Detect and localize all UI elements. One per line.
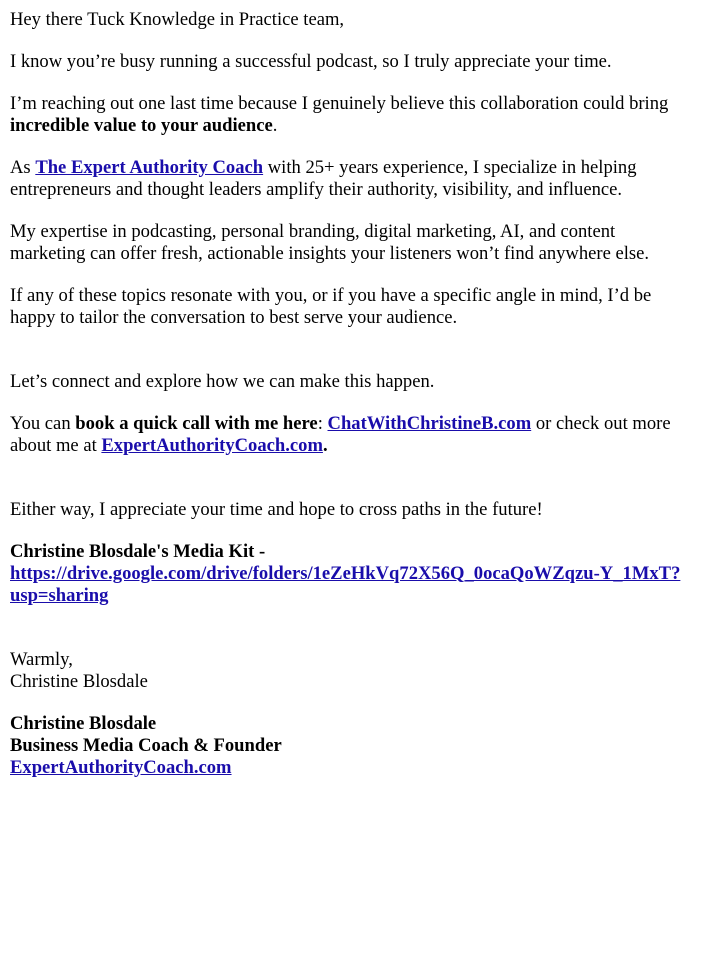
signature <box>10 713 690 779</box>
intro-line-2: entrepreneurs and thought leaders amplify their authority, visibility, and influence. <box>10 179 623 200</box>
signature-title-text: Business Media Coach & Founder <box>10 735 282 756</box>
media-kit-label <box>10 541 690 563</box>
paragraph-expertise <box>10 221 690 265</box>
signature-website-link[interactable]: ExpertAuthorityCoach.com <box>10 757 232 778</box>
intro-rest: with 25+ years experience, I specialize in helping <box>263 157 637 178</box>
reaching-out-line-2 <box>10 115 690 137</box>
topics-line-1: If any of these topics resonate with you, or if you have a specific angle in mind, I’d be <box>10 285 652 306</box>
greeting: Hey there Tuck Knowledge in Practice team, <box>10 9 345 30</box>
value-emphasis: incredible value to your audience <box>10 115 273 136</box>
you-can-text: You can <box>10 413 76 434</box>
media-kit-link-line-1: https://drive.google.com/drive/folders/1eZeHkVq72X56Q_0ocaQoWZqzu-Y_1MxT? <box>10 563 681 584</box>
paragraph-appreciation: I know you’re busy running a successful podcast, so I truly appreciate your time. <box>10 51 612 72</box>
paragraph-connect: Let’s connect and explore how we can make this happen. <box>10 371 435 392</box>
expert-authority-coach-site-link[interactable]: ExpertAuthorityCoach.com <box>101 435 323 456</box>
colon: : <box>317 413 328 434</box>
media-kit-link[interactable] <box>10 563 690 607</box>
reaching-out-line-1: I’m reaching out one last time because I genuinely believe this collaboration could bring <box>10 93 669 114</box>
call-rest: or check out more <box>531 413 671 434</box>
paragraph-intro <box>10 157 690 201</box>
paragraph-call <box>10 413 690 457</box>
topics-line-2: happy to tailor the conversation to best serve your audience. <box>10 307 458 328</box>
as-text: As <box>10 157 36 178</box>
signature-link-wrapper <box>10 757 690 779</box>
media-kit-block <box>10 541 690 607</box>
media-kit-link-wrapper <box>10 563 690 607</box>
closing-name: Christine Blosdale <box>10 671 148 692</box>
call-line-1 <box>10 413 690 435</box>
closing-block <box>10 649 690 693</box>
paragraph-closing-thoughts: Either way, I appreciate your time and hope to cross paths in the future! <box>10 499 543 520</box>
chat-with-christine-link[interactable]: ChatWithChristineB.com <box>327 413 532 434</box>
paragraph-topics <box>10 285 690 329</box>
signature-title <box>10 735 690 757</box>
signature-name-text: Christine Blosdale <box>10 713 157 734</box>
paragraph-reaching-out <box>10 93 690 137</box>
expertise-line-2: marketing can offer fresh, actionable insights your listeners won’t find anywhere else. <box>10 243 650 264</box>
expertise-line-1: My expertise in podcasting, personal branding, digital marketing, AI, and content <box>10 221 616 242</box>
expert-authority-coach-link[interactable]: The Expert Authority Coach <box>35 157 264 178</box>
closing-word: Warmly, <box>10 649 73 670</box>
media-kit-link-line-2: usp=sharing <box>10 585 109 606</box>
book-call-emphasis: book a quick call with me here <box>75 413 318 434</box>
media-kit-label-text: Christine Blosdale's Media Kit - <box>10 541 266 562</box>
about-me-text: about me at <box>10 435 102 456</box>
period: . <box>272 115 278 136</box>
period-bold: . <box>322 435 328 456</box>
call-line-2 <box>10 435 690 457</box>
signature-name <box>10 713 690 735</box>
intro-line-1 <box>10 157 690 179</box>
